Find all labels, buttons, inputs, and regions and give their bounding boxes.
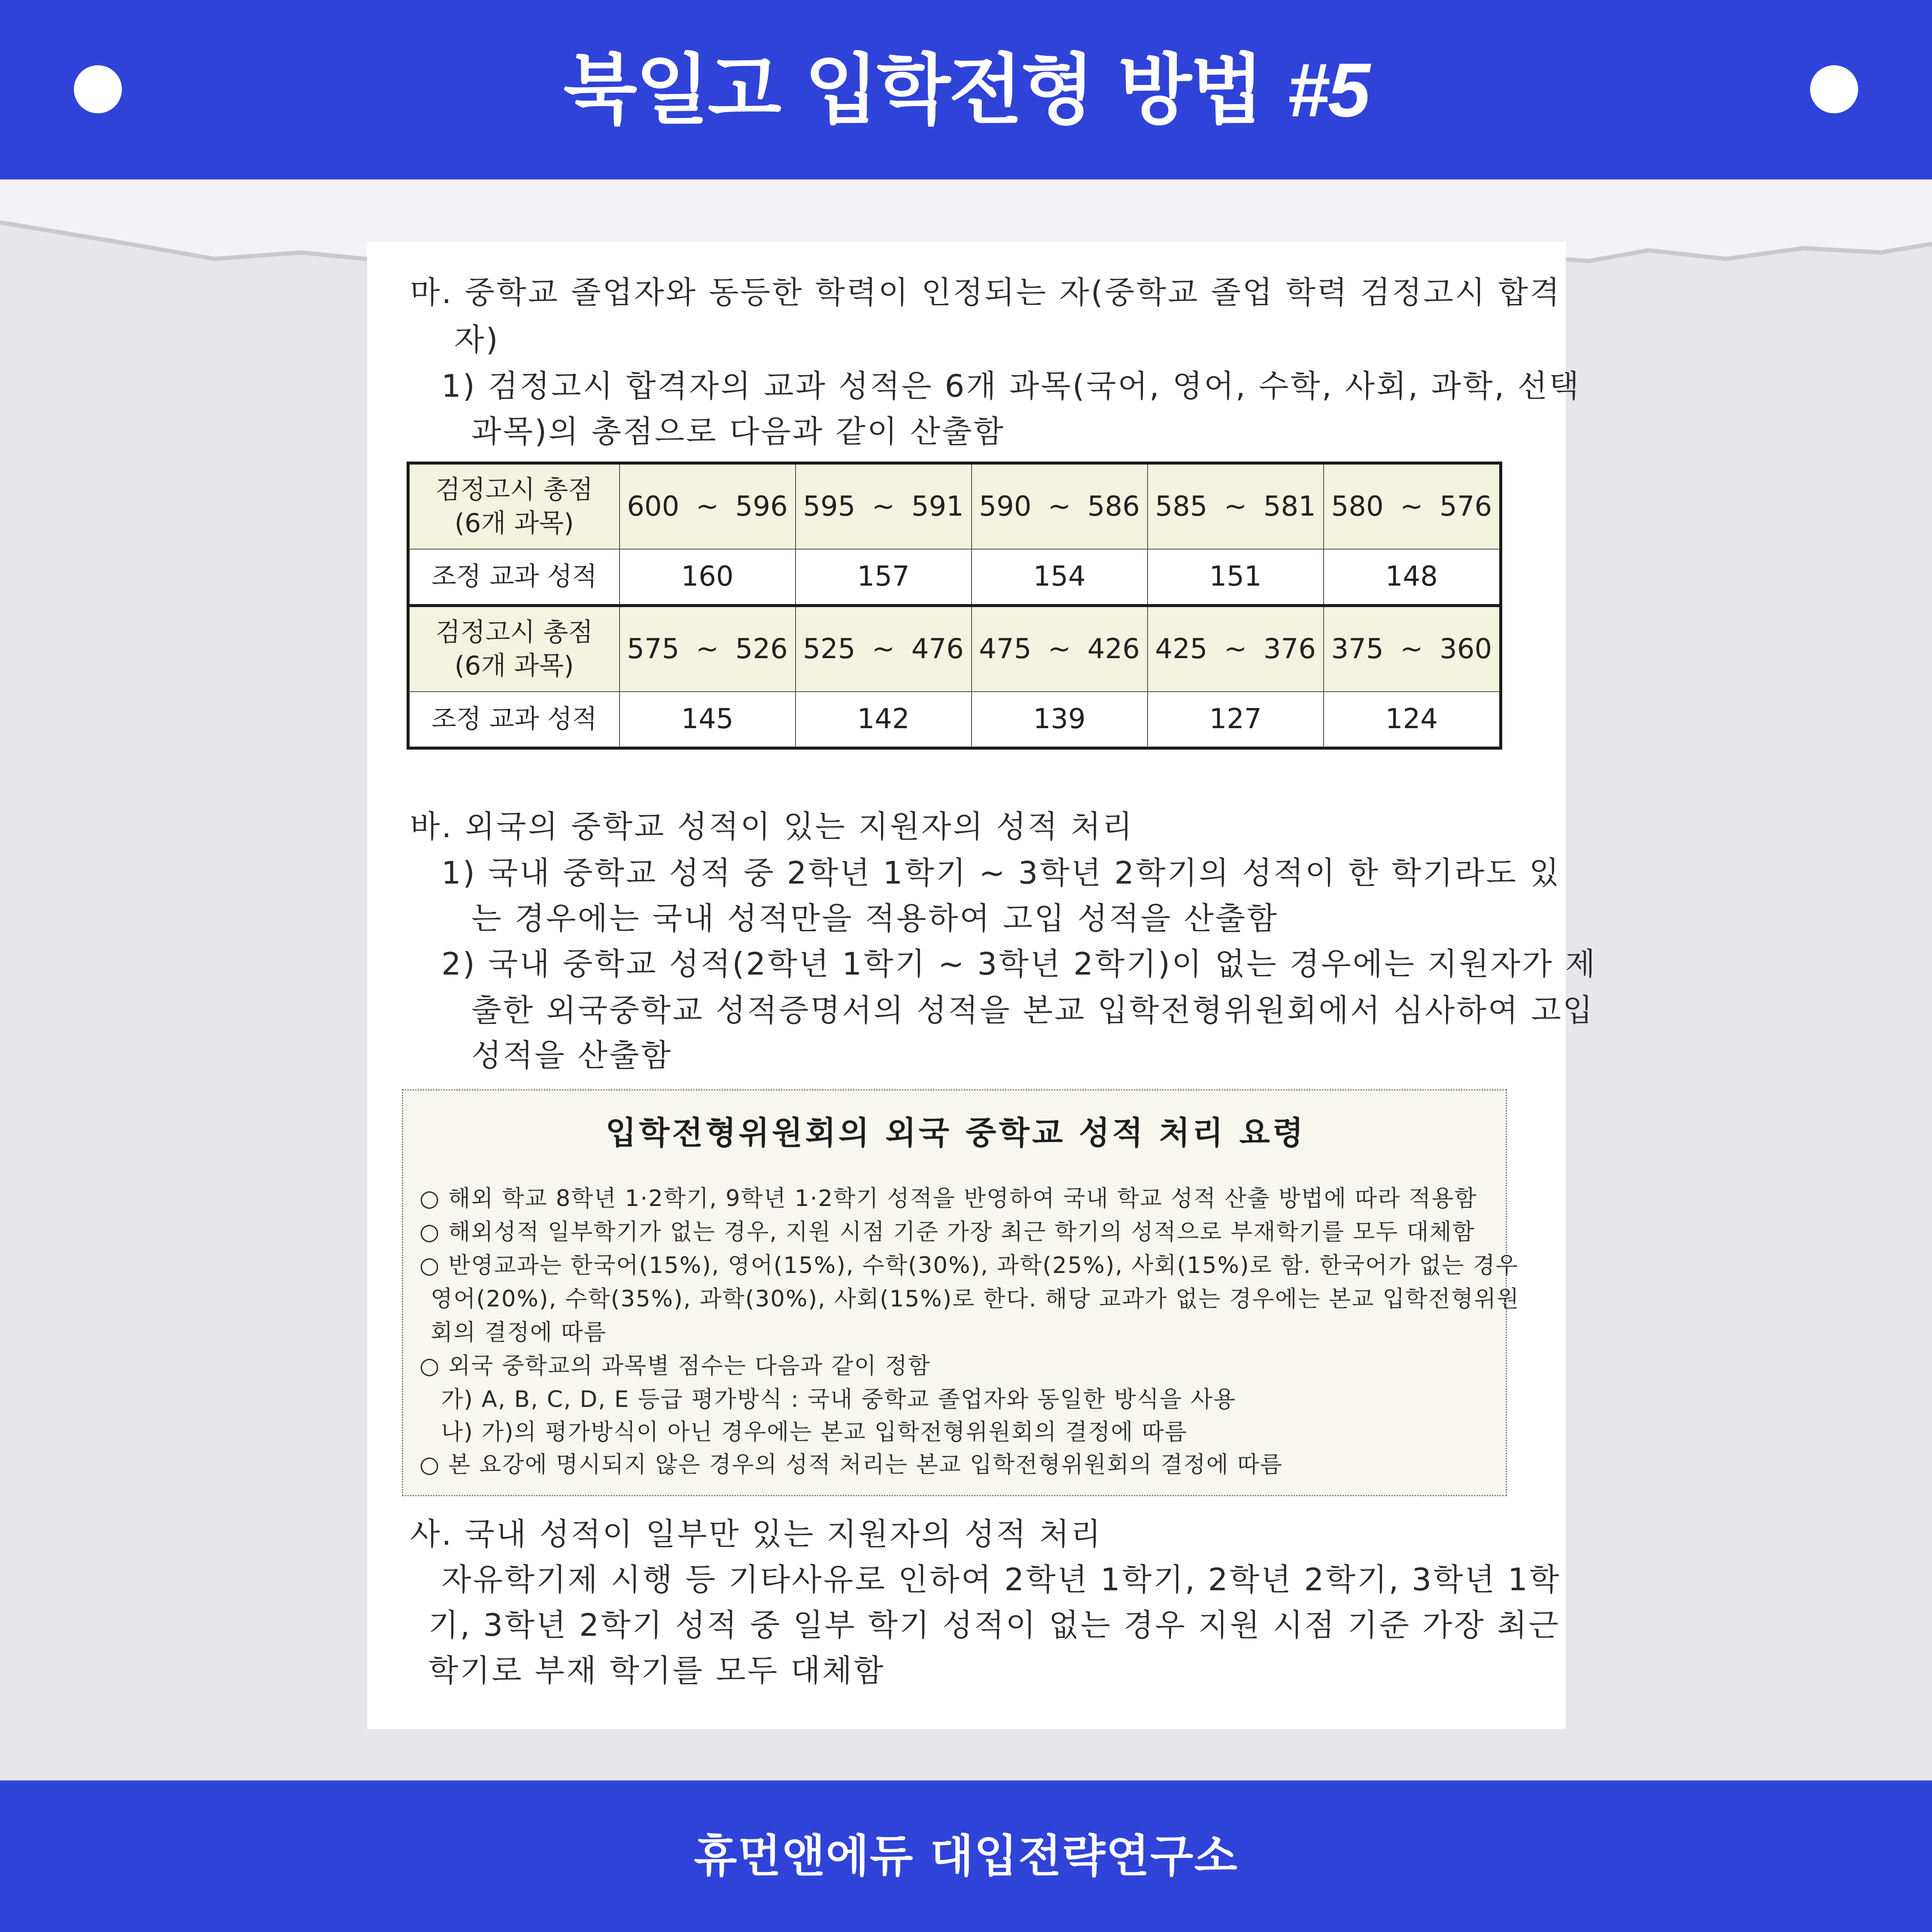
table-header-label: 검정고시 총점 (6개 과목): [408, 463, 620, 549]
section-ba-item1-line2: 는 경우에는 국내 성적만을 적용하여 고입 성적을 산출함: [471, 900, 1279, 936]
table-cell: 580 ~ 576: [1324, 463, 1501, 549]
notice-line: 가) A, B, C, D, E 등급 평가방식 : 국내 중학교 졸업자와 동일한 방식을 사용: [441, 1386, 1236, 1413]
notice-line: ○ 해외 학교 8학년 1·2학기, 9학년 1·2학기 성적을 반영하여 국내 학교 성적 산출 방법에 따라 적용함: [419, 1185, 1477, 1212]
table-cell: 375 ~ 360: [1324, 606, 1501, 692]
section-sa-line2: 기, 3학년 2학기 성적 중 일부 학기 성적이 없는 경우 지원 시점 기준 가장 최근: [428, 1607, 1560, 1643]
table-cell: 600 ~ 596: [620, 463, 796, 549]
table-cell: 475 ~ 426: [972, 606, 1148, 692]
table-row: [408, 606, 1501, 692]
section-sa-title: 사. 국내 성적이 일부만 있는 지원자의 성적 처리: [410, 1516, 1103, 1552]
section-ba-title: 바. 외국의 중학교 성적이 있는 지원자의 성적 처리: [410, 808, 1134, 844]
section-ma-title-line2: 자): [454, 322, 500, 358]
page-title: 북일고 입학전형 방법 #5: [563, 46, 1369, 134]
table-row: [408, 549, 1501, 606]
footer-brand: 휴먼앤에듀 대입전략연구소: [694, 1830, 1238, 1882]
table-cell: 127: [1148, 692, 1324, 748]
decorative-dot-right: [1810, 65, 1858, 113]
table-cell: 575 ~ 526: [620, 606, 796, 692]
table-cell: 148: [1324, 549, 1501, 606]
notice-line: ○ 본 요강에 명시되지 않은 경우의 성적 처리는 본교 입학전형위원회의 결정에 따름: [419, 1452, 1283, 1478]
notice-line: 회의 결정에 따름: [431, 1319, 607, 1346]
section-ma-item1-line1: 1) 검정고시 합격자의 교과 성적은 6개 과목(국어, 영어, 수학, 사회, 과학, 선택: [441, 368, 1581, 404]
notice-line: ○ 해외성적 일부학기가 없는 경우, 지원 시점 기준 가장 최근 학기의 성적으로 부재학기를 모두 대체함: [419, 1219, 1475, 1245]
header-banner: [0, 0, 1932, 179]
notice-line: ○ 외국 중학교의 과목별 점수는 다음과 같이 정함: [419, 1353, 931, 1379]
table-cell: 590 ~ 586: [972, 463, 1148, 549]
section-ba-item2-line3: 성적을 산출함: [471, 1037, 673, 1073]
notice-line: 영어(20%), 수학(35%), 과학(30%), 사회(15%)로 한다. 해당 교과가 없는 경우에는 본교 입학전형위원: [431, 1286, 1520, 1312]
table-cell: 595 ~ 591: [796, 463, 972, 549]
score-conversion-table: [407, 462, 1502, 750]
table-cell: 160: [620, 549, 796, 606]
section-sa-line1: 자유학기제 시행 등 기타사유로 인하여 2학년 1학기, 2학년 2학기, 3학년 1학: [441, 1561, 1561, 1598]
table-value-label: 조정 교과 성적: [408, 692, 620, 748]
table-cell: 151: [1148, 549, 1324, 606]
table-value-label: 조정 교과 성적: [408, 549, 620, 606]
table-row: [408, 692, 1501, 748]
table-cell: 425 ~ 376: [1148, 606, 1324, 692]
table-cell: 154: [972, 549, 1148, 606]
notice-title: 입학전형위원회의 외국 중학교 성적 처리 요령: [605, 1115, 1306, 1151]
section-sa-line3: 학기로 부재 학기를 모두 대체함: [428, 1653, 885, 1689]
notice-line: ○ 반영교과는 한국어(15%), 영어(15%), 수학(30%), 과학(25%), 사회(15%)로 함. 한국어가 없는 경우: [419, 1252, 1519, 1279]
table-header-label: 검정고시 총점 (6개 과목): [408, 606, 620, 692]
notice-line: 나) 가)의 평가방식이 아닌 경우에는 본교 입학전형위원회의 결정에 따름: [441, 1419, 1188, 1445]
section-ba-item1-line1: 1) 국내 중학교 성적 중 2학년 1학기 ~ 3학년 2학기의 성적이 한 학기라도 있: [441, 855, 1561, 891]
table-cell: 142: [796, 692, 972, 748]
table-cell: 145: [620, 692, 796, 748]
table-cell: 525 ~ 476: [796, 606, 972, 692]
table-cell: 139: [972, 692, 1148, 748]
table-cell: 124: [1324, 692, 1501, 748]
notice-box: [402, 1089, 1520, 1496]
table-cell: 585 ~ 581: [1148, 463, 1324, 549]
section-ba-item2-line1: 2) 국내 중학교 성적(2학년 1학기 ~ 3학년 2학기)이 없는 경우에는 지원자가 제: [441, 946, 1597, 982]
table-cell: 157: [796, 549, 972, 606]
table-row: [408, 463, 1501, 549]
section-ma-title-line1: 마. 중학교 졸업자와 동등한 학력이 인정되는 자(중학교 졸업 학력 검정고시 합격: [410, 274, 1561, 310]
footer-banner: [0, 1780, 1932, 1932]
section-ma-item1-line2: 과목)의 총점으로 다음과 같이 산출함: [471, 413, 1005, 450]
section-ba-item2-line2: 출한 외국중학교 성적증명서의 성적을 본교 입학전형위원회에서 심사하여 고입: [471, 992, 1595, 1028]
